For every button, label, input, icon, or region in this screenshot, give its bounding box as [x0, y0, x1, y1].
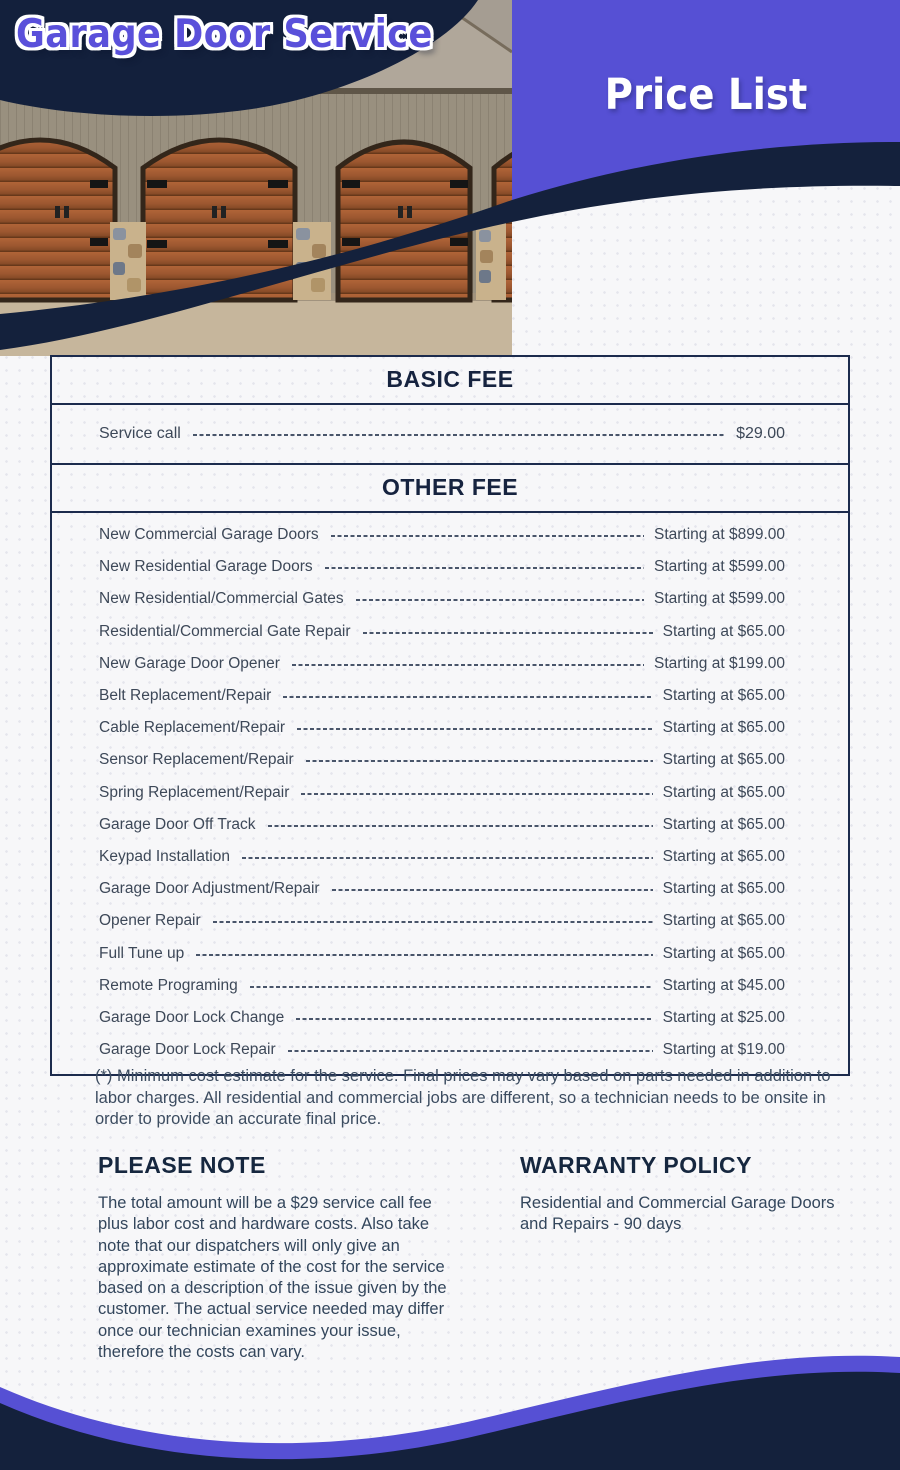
fee-price: $29.00 [736, 425, 785, 442]
page-title: Price List [604, 70, 808, 120]
fee-row [52, 809, 848, 841]
fee-row [52, 583, 848, 615]
dash-leader [325, 567, 644, 569]
dash-leader [292, 664, 644, 666]
fee-price: Starting at $65.00 [662, 944, 785, 962]
fee-row [52, 1002, 848, 1034]
please-note-heading: PLEASE NOTE [98, 1152, 266, 1178]
fee-row [52, 937, 848, 969]
fee-label: New Residential/Commercial Gates [99, 590, 344, 608]
fee-row [52, 712, 848, 744]
warranty-body: Residential and Commercial Garage Doors and Repairs - 90 days [520, 1194, 835, 1234]
fee-price: Starting at $65.00 [662, 783, 785, 801]
basic-fee-header: BASIC FEE [52, 357, 848, 405]
dash-leader [250, 986, 653, 988]
fee-price: Starting at $65.00 [662, 912, 785, 930]
fee-price: Starting at $65.00 [662, 751, 785, 769]
dash-leader [196, 954, 652, 956]
dash-leader [356, 599, 644, 601]
bottom-wave [0, 1335, 900, 1470]
fee-label: New Garage Door Opener [99, 654, 280, 672]
fee-row [52, 873, 848, 905]
logo-text: Garage Door Service [16, 12, 433, 57]
fee-price: Starting at $65.00 [662, 847, 785, 865]
fee-row [52, 905, 848, 937]
fee-row [52, 680, 848, 712]
dash-leader [332, 889, 653, 891]
fee-label: Garage Door Lock Repair [99, 1041, 276, 1059]
fee-row [52, 616, 848, 648]
dash-leader [363, 632, 653, 634]
fee-label: Keypad Installation [99, 847, 230, 865]
fee-price: Starting at $25.00 [662, 1008, 785, 1026]
bottom-wave-navy [0, 1372, 900, 1470]
fee-label: New Residential Garage Doors [99, 558, 313, 576]
fee-label: Belt Replacement/Repair [99, 687, 272, 705]
fee-price: Starting at $599.00 [654, 590, 785, 608]
fee-row [52, 970, 848, 1002]
fee-label: Garage Door Off Track [99, 815, 256, 833]
fee-price: Starting at $65.00 [662, 815, 785, 833]
fee-label: Garage Door Adjustment/Repair [99, 880, 320, 898]
dash-leader [288, 1050, 653, 1052]
fee-price: Starting at $65.00 [662, 622, 785, 640]
fee-label: Remote Programing [99, 976, 238, 994]
fee-row-service-call [52, 405, 848, 463]
fee-price: Starting at $599.00 [654, 558, 785, 576]
fee-row [52, 1034, 848, 1066]
fee-label: Garage Door Lock Change [99, 1008, 285, 1026]
please-note-section [98, 1152, 460, 1363]
header [0, 0, 900, 356]
fee-row [52, 841, 848, 873]
other-fee-rows [52, 513, 848, 1074]
dash-leader [283, 696, 652, 698]
fee-row [52, 519, 848, 551]
fee-row [52, 551, 848, 583]
warranty-section [520, 1152, 865, 1236]
fee-price: Starting at $65.00 [662, 719, 785, 737]
other-fee-header: OTHER FEE [52, 463, 848, 513]
fee-price: Starting at $45.00 [662, 976, 785, 994]
dash-leader [297, 728, 653, 730]
fee-price: Starting at $65.00 [662, 687, 785, 705]
fee-label: Service call [99, 425, 181, 442]
please-note-body: The total amount will be a $29 service call fee plus labor cost and hardware costs. Also take note that our dispatchers will only give an approximate estimate of the cost for the service based on a description of the issue given by the customer. The actual service needed may differ once our technician examines your issue, therefore the costs can vary. [98, 1194, 447, 1362]
footnote: (*) Minimum cost estimate for the service. Final prices may vary based on parts needed in addition to labor charges. All residential and commercial jobs are different, so a technician needs to be onsite in order to provide an accurate final price. [95, 1067, 831, 1128]
fee-label: Sensor Replacement/Repair [99, 751, 294, 769]
warranty-heading: WARRANTY POLICY [520, 1152, 752, 1178]
fee-row [52, 648, 848, 680]
fee-label: Cable Replacement/Repair [99, 719, 286, 737]
fee-price: Starting at $19.00 [662, 1041, 785, 1059]
dash-leader [301, 793, 652, 795]
fee-price: Starting at $899.00 [654, 526, 785, 544]
fee-row [52, 744, 848, 776]
fee-label: Full Tune up [99, 944, 185, 962]
fee-price: Starting at $199.00 [654, 654, 785, 672]
fee-label: Residential/Commercial Gate Repair [99, 622, 351, 640]
dash-leader [296, 1018, 652, 1020]
dash-leader [268, 825, 653, 827]
dash-leader [213, 921, 653, 923]
fee-label: Spring Replacement/Repair [99, 783, 290, 801]
dash-leader [331, 535, 644, 537]
dash-leader [306, 760, 653, 762]
fee-row [52, 777, 848, 809]
fee-label: New Commercial Garage Doors [99, 526, 319, 544]
fee-label: Opener Repair [99, 912, 201, 930]
dash-leader [193, 434, 726, 436]
dash-leader [242, 857, 653, 859]
fee-table [50, 355, 850, 1076]
fee-price: Starting at $65.00 [662, 880, 785, 898]
